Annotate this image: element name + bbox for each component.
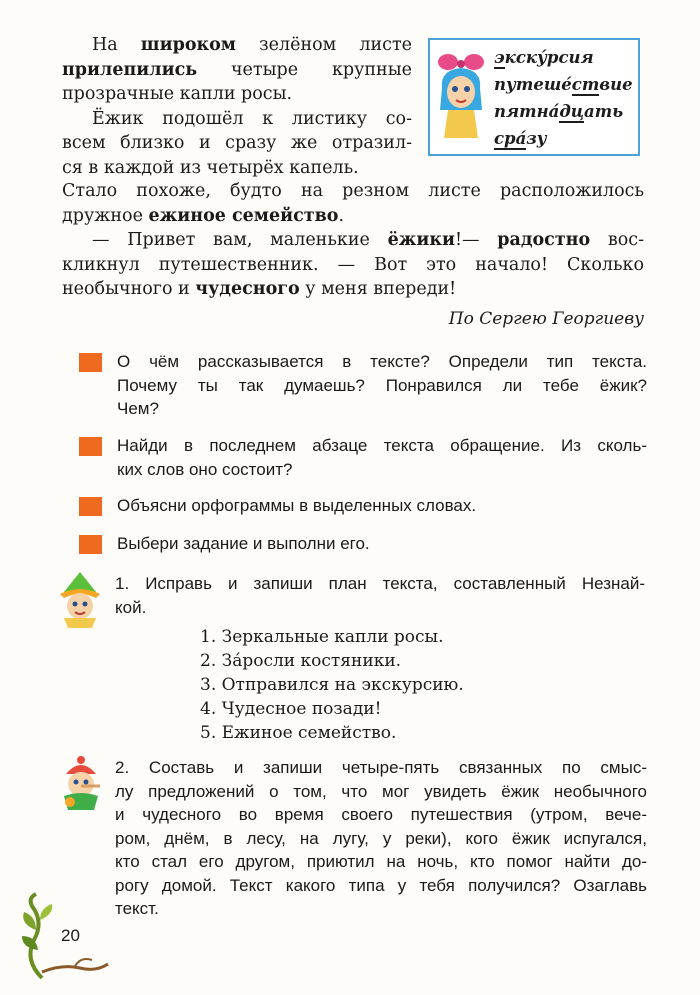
vocab-word: экску́рсия <box>494 48 594 67</box>
girl-mascot-icon <box>434 48 488 144</box>
plan-list <box>200 625 464 745</box>
story-line: кликнул путешественник. — Вот это начало! Сколько <box>62 254 644 275</box>
story-line: Стало похоже, будто на резном листе расположилось <box>62 181 644 201</box>
task-1-text: 1. Исправь и запиши план текста, составленный Незнай- кой. <box>115 574 645 617</box>
story-text-top <box>62 33 412 180</box>
story-line: прозрачные капли росы. <box>62 84 293 104</box>
story-line: всем близко и сразу же отразил- <box>62 133 412 153</box>
plan-item: 1. Зеркальные капли росы. <box>200 627 444 647</box>
plan-item: 3. Отправился на экскурсию. <box>200 675 464 695</box>
story-line: необычного и чудесного у меня впереди! <box>62 279 457 299</box>
vocab-word: пятна́дцать <box>494 102 624 121</box>
story-line: ся в каждой из четырёх капель. <box>62 157 359 178</box>
vocab-word: путеше́ствие <box>494 75 633 94</box>
vocabulary-list <box>494 44 633 152</box>
story-line: дружное ежиное семейство. <box>62 205 345 226</box>
task-2-text: 2. Составь и запиши четыре-пять связанных по смыс- лу предложений о том, что мог увидеть ёжик необычного и чудесного во время своего путешествия (утром, вече- ром, днём, в лесу, на лугу, у реки), кого ёжик испугался, кто стал его другом, приютил на ночь, кто помог найти до- рогу домой. Текст какого типа у тебя получился? Озаглавь текст. <box>115 758 647 918</box>
question-text: Выбери задание и выполни его. <box>117 534 370 553</box>
question-text: Объясни орфограммы в выделенных словах. <box>117 496 477 515</box>
plan-item: 5. Ежиное семейство. <box>200 723 397 743</box>
story-line: — Привет вам, маленькие ёжики!— радостно вос- <box>92 230 644 250</box>
page-number: 20 <box>61 926 80 945</box>
question-text: Найди в последнем абзаце текста обращение. Из сколь- ких слов оно состоит? <box>117 436 647 479</box>
story-text-bottom <box>62 179 644 302</box>
story-line: На широком зелёном листе <box>92 35 412 55</box>
author-attribution: По Сергею Георгиеву <box>448 309 644 329</box>
vocabulary-box <box>428 38 640 156</box>
orange-square-icon <box>79 353 102 372</box>
question-text: О чём рассказывается в тексте? Определи тип текста. Почему ты так думаешь? Понравился ли тебе ёжик? Чем? <box>117 352 647 418</box>
orange-square-icon <box>79 497 102 516</box>
plan-item: 4. Чудесное позади! <box>200 699 382 719</box>
vocab-word: сра́зу <box>494 129 547 148</box>
pinocchio-character-icon <box>58 756 104 810</box>
author-name: Сергею Георгиеву <box>479 309 644 329</box>
story-line: прилепились четыре крупные <box>62 59 412 80</box>
neznayka-character-icon <box>58 570 102 628</box>
story-line: Ёжик подошёл к листику со- <box>92 108 412 129</box>
plan-item: 2. За́росли костяники. <box>200 651 402 671</box>
orange-square-icon <box>79 437 102 456</box>
orange-square-icon <box>79 535 102 554</box>
